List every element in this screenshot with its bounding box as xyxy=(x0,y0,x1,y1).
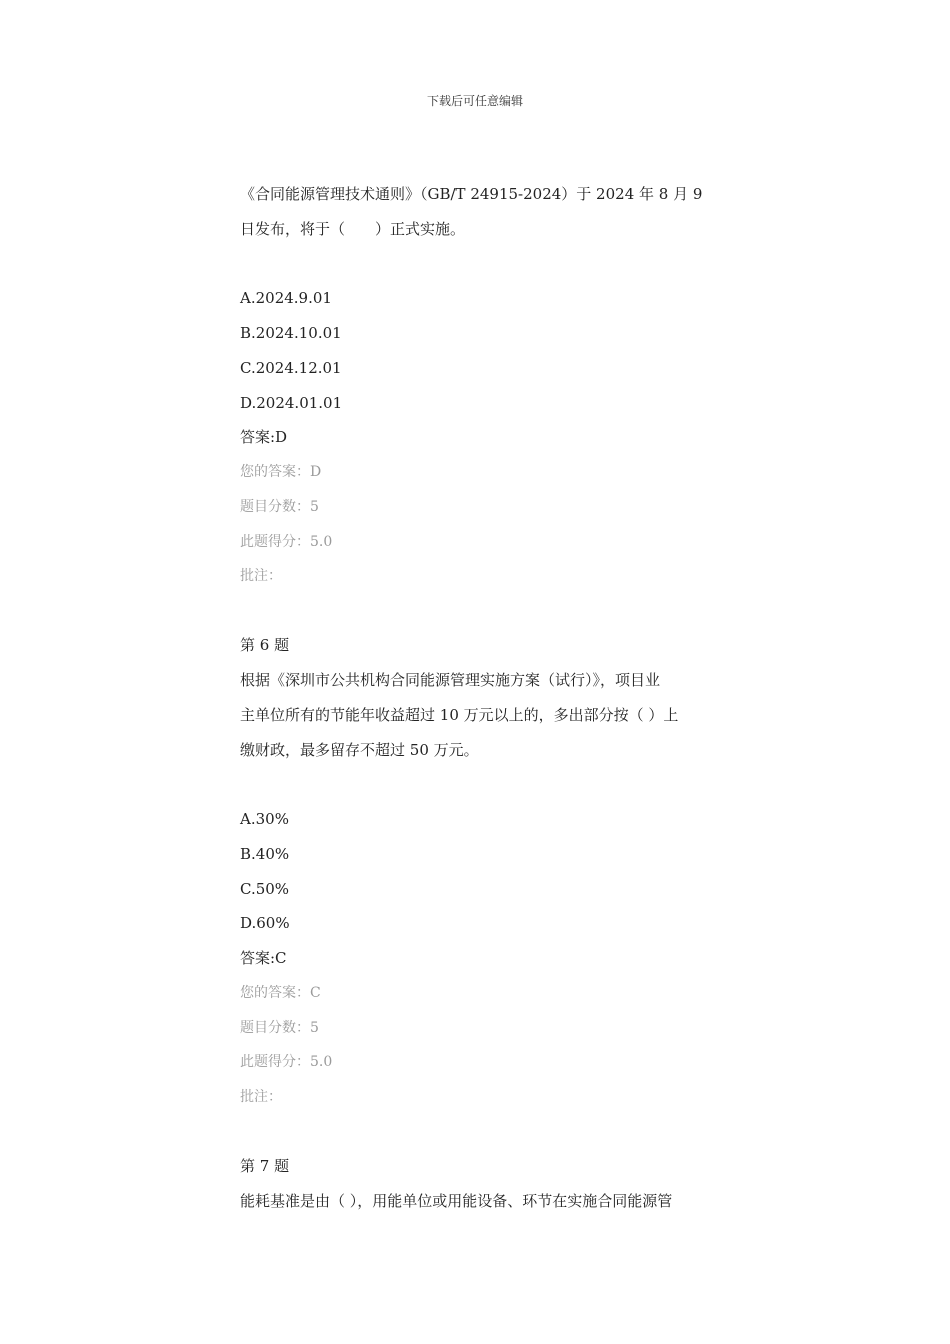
q5-stem-line-1: 《合同能源管理技术通则》（GB/T 24915-2024）于 2024 年 8 月 9 xyxy=(240,185,703,203)
q6-score: 题目分数：5 xyxy=(240,1020,319,1036)
q6-stem-line-1: 根据《深圳市公共机构合同能源管理实施方案（试行）》，项目业 xyxy=(240,671,661,689)
q5-option-a: A.2024.9.01 xyxy=(240,289,332,307)
q5-score: 题目分数：5 xyxy=(240,499,319,515)
q6-option-a: A.30% xyxy=(240,810,289,828)
q5-your-answer: 您的答案：D xyxy=(240,464,322,480)
q5-got-score: 此题得分：5.0 xyxy=(240,534,333,550)
q5-answer: 答案:D xyxy=(240,428,288,446)
q6-answer: 答案:C xyxy=(240,949,287,967)
q6-got-score: 此题得分：5.0 xyxy=(240,1054,333,1070)
q7-stem-line-1: 能耗基准是由（ ），用能单位或用能设备、环节在实施合同能源管 xyxy=(240,1192,673,1210)
q6-your-answer: 您的答案：C xyxy=(240,985,321,1001)
q5-option-d: D.2024.01.01 xyxy=(240,394,343,412)
q6-option-d: D.60% xyxy=(240,914,290,932)
q6-title: 第 6 题 xyxy=(240,636,290,654)
q6-remark: 批注： xyxy=(240,1089,282,1105)
page-header-note: 下载后可任意编辑 xyxy=(426,94,523,108)
q6-option-c: C.50% xyxy=(240,880,290,898)
q6-stem-line-2: 主单位所有的节能年收益超过 10 万元以上的，多出部分按（ ）上 xyxy=(240,706,679,724)
q6-option-b: B.40% xyxy=(240,845,290,863)
q5-stem-line-2: 日发布，将于（ ）正式实施。 xyxy=(240,220,466,238)
q5-option-c: C.2024.12.01 xyxy=(240,359,342,377)
q7-title: 第 7 题 xyxy=(240,1157,290,1175)
q5-option-b: B.2024.10.01 xyxy=(240,324,342,342)
q5-remark: 批注： xyxy=(240,568,282,584)
q6-stem-line-3: 缴财政，最多留存不超过 50 万元。 xyxy=(240,741,479,759)
